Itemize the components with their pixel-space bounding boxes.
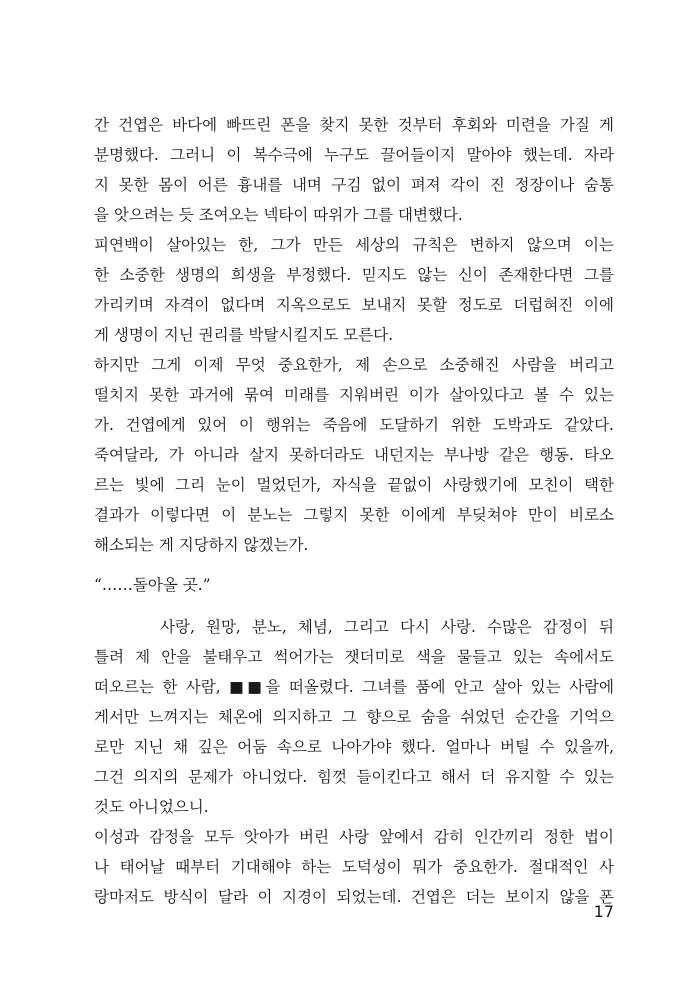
- text-line: 지 못한 몸이 어른 흉내를 내며 구김 없이 펴져 각이 진 정장이나 숨통: [94, 176, 614, 194]
- text-line: 그건 의지의 문제가 아니었다. 힘껏 들이킨다고 해서 더 유지할 수 있는: [94, 768, 614, 786]
- text-line: 랑마저도 방식이 달라 이 지경이 되었는데. 건엽은 더는 보이지 않을 폰: [94, 888, 614, 906]
- text-line: 분명했다. 그러니 이 복수극에 누구도 끌어들이지 말아야 했는데. 자라: [94, 146, 614, 164]
- text-line: 게 생명이 지닌 권리를 박탈시킬지도 모른다.: [94, 326, 394, 344]
- text-line: 을 앗으려는 듯 조여오는 넥타이 따위가 그를 대변했다.: [94, 206, 463, 224]
- text-line: 피연백이 살아있는 한, 그가 만든 세상의 규칙은 변하지 않으며 이는: [94, 236, 614, 254]
- text-line: 결과가 이렇다면 이 분노는 그렇지 못한 이에게 부딪쳐야 만이 비로소: [94, 506, 614, 524]
- page-number: 17: [593, 902, 614, 921]
- text-line: 사랑, 원망, 분노, 체념, 그리고 다시 사랑. 수많은 감정이 뒤: [160, 618, 614, 636]
- text-line: 죽여달라, 가 아니라 살지 못하더라도 내던지는 부나방 같은 행동. 타오: [94, 446, 614, 464]
- text-line: 해소되는 게 지당하지 않겠는가.: [94, 536, 309, 554]
- text-line: 틀려 제 안을 불태우고 썩어가는 잿더미로 색을 물들고 있는 속에서도: [94, 648, 614, 666]
- text-line: 한 소중한 생명의 희생을 부정했다. 믿지도 않는 신이 존재한다면 그를: [94, 266, 614, 284]
- text-line: 것도 아니었으니.: [94, 798, 209, 816]
- text-line: 떨치지 못한 과거에 묶여 미래를 지워버린 이가 살아있다고 볼 수 있는: [94, 386, 614, 404]
- text-line: 떠오르는 한 사람, ■■을 떠올렸다. 그녀를 품에 안고 살아 있는 사람에: [94, 678, 614, 696]
- text-line: 로만 지닌 채 깊은 어둠 속으로 나아가야 했다. 얼마나 버틸 수 있을까,: [94, 738, 614, 756]
- dialogue-quote: “……돌아올 곳.”: [94, 576, 211, 594]
- text-line: 가리키며 자격이 없다며 지옥으로도 보내지 못할 정도로 더럽혀진 이에: [94, 296, 614, 314]
- text-line: 르는 빛에 그리 눈이 멀었던가, 자식을 끝없이 사랑했기에 모친이 택한: [94, 476, 614, 494]
- text-line: 나 태어날 때부터 기대해야 하는 도덕성이 뭐가 중요한가. 절대적인 사: [94, 858, 614, 876]
- text-line: 이성과 감정을 모두 앗아가 버린 사랑 앞에서 감히 인간끼리 정한 법이: [94, 828, 614, 846]
- text-line: 하지만 그게 이제 무엇 중요한가, 제 손으로 소중해진 사람을 버리고: [94, 356, 614, 374]
- text-line: 간 건엽은 바다에 빠뜨린 폰을 찾지 못한 것부터 후회와 미련을 가질 게: [94, 116, 614, 134]
- text-line: 게서만 느껴지는 체온에 의지하고 그 향으로 숨을 쉬었던 순간을 기억으: [94, 708, 614, 726]
- text-line: 가. 건엽에게 있어 이 행위는 죽음에 도달하기 위한 도박과도 같았다.: [94, 416, 614, 434]
